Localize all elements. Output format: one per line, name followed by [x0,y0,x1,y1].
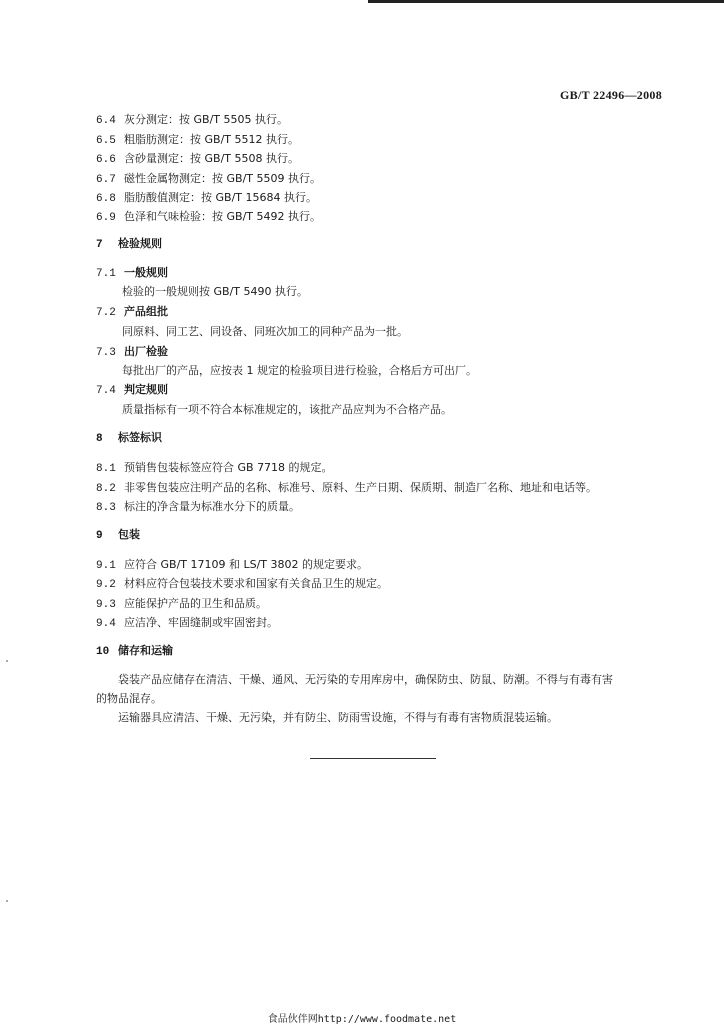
list-item: 8.3 标注的净含量为标准水分下的质量。 [96,500,300,514]
subsection-heading-7-2: 7.2 产品组批 [96,305,168,319]
list-item: 6.5 粗脂肪测定：按 GB/T 5512 执行。 [96,133,299,147]
section-heading-7: 7 检验规则 [96,237,162,251]
list-item: 8.2 非零售包装应注明产品的名称、标准号、原料、生产日期、保质期、制造厂名称、地址和电话等。 [96,481,597,495]
paragraph-storage-line2: 的物品混存。 [96,692,162,705]
list-item: 6.7 磁性金属物测定：按 GB/T 5509 执行。 [96,172,321,186]
list-item: 8.1 预销售包装标签应符合 GB 7718 的规定。 [96,461,333,475]
subsection-heading-7-1: 7.1 一般规则 [96,266,168,280]
paragraph-storage-line1: 袋装产品应储存在清洁、干燥、通风、无污染的专用库房中，确保防虫、防鼠、防潮。不得与有毒有害 [118,673,613,686]
footer-source: 食品伙伴网http://www.foodmate.net [267,1014,457,1025]
subsection-heading-7-4: 7.4 判定规则 [96,383,168,397]
list-item: 9.1 应符合 GB/T 17109 和 LS/T 3802 的规定要求。 [96,558,368,572]
subsection-text-7-4: 质量指标有一项不符合本标准规定的，该批产品应判为不合格产品。 [122,403,452,416]
subsection-text-7-1: 检验的一般规则按 GB/T 5490 执行。 [122,285,308,298]
subsection-text-7-3: 每批出厂的产品，应按表 1 规定的检验项目进行检验，合格后方可出厂。 [122,364,477,377]
list-item: 9.2 材料应符合包装技术要求和国家有关食品卫生的规定。 [96,577,388,591]
list-item: 6.4 灰分测定：按 GB/T 5505 执行。 [96,113,288,127]
section-heading-9: 9 包装 [96,528,140,542]
section-heading-8: 8 标签标识 [96,431,162,445]
list-item: 6.8 脂肪酸值测定：按 GB/T 15684 执行。 [96,191,317,205]
subsection-text-7-2: 同原料、同工艺、同设备、同班次加工的同种产品为一批。 [122,325,408,338]
list-item: 9.4 应洁净、牢固缝制或牢固密封。 [96,616,278,630]
scan-speck [6,900,8,902]
list-item: 9.3 应能保护产品的卫生和品质。 [96,597,267,611]
top-border-line [368,0,724,3]
scan-speck [6,660,8,662]
end-rule [310,758,436,759]
standard-number: GB/T 22496—2008 [560,88,662,102]
section-heading-10: 10 储存和运输 [96,644,173,658]
list-item: 6.6 含砂量测定：按 GB/T 5508 执行。 [96,152,299,166]
subsection-heading-7-3: 7.3 出厂检验 [96,345,168,359]
list-item: 6.9 色泽和气味检验：按 GB/T 5492 执行。 [96,210,321,224]
paragraph-transport: 运输器具应清洁、干燥、无污染，并有防尘、防雨雪设施，不得与有毒有害物质混装运输。 [118,711,558,724]
